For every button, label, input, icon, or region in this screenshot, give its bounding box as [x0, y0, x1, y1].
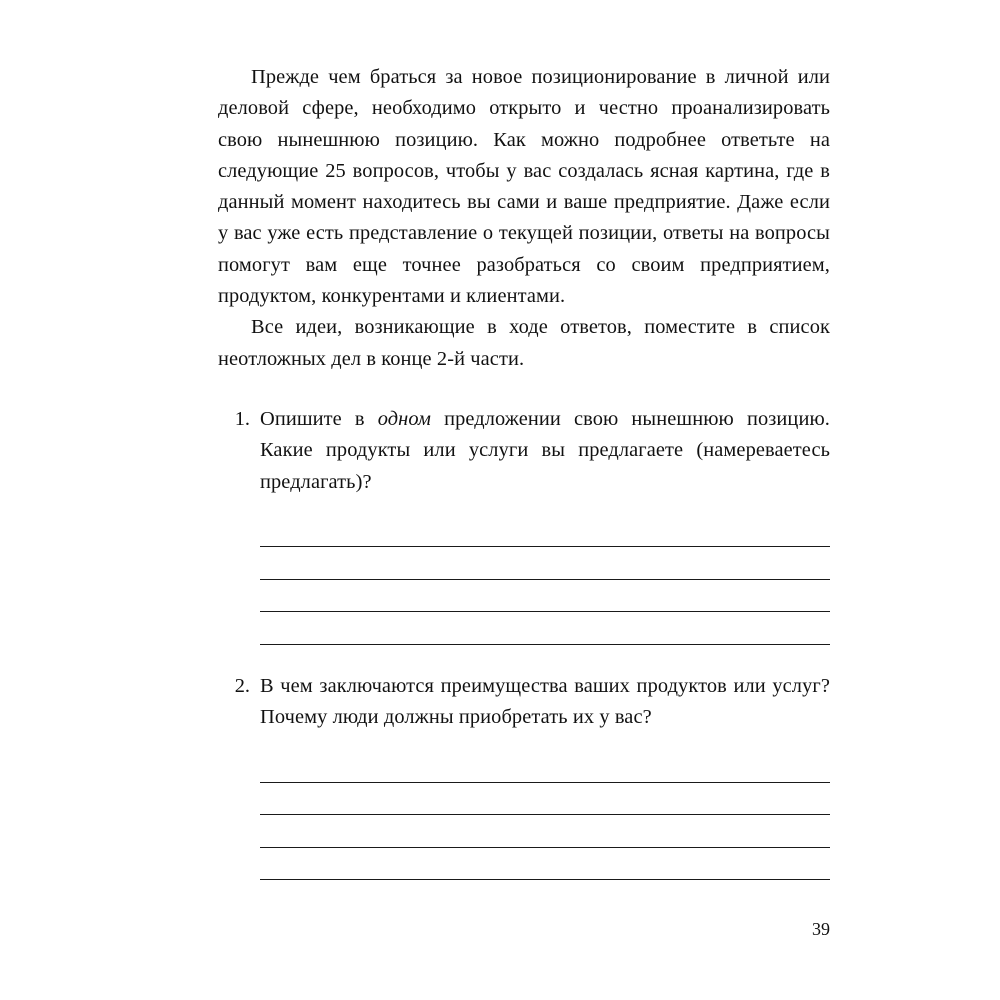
answer-line[interactable] [260, 580, 830, 613]
question-item-2 [218, 671, 830, 734]
answer-line[interactable] [260, 547, 830, 580]
question-1-text-after: предложении свою нынешнюю позицию. Какие продукты или услуги вы предлагаете (намереваетесь предлагать)? [260, 407, 830, 493]
questions-list [218, 404, 830, 880]
question-1-emphasis: одном [377, 407, 431, 430]
intro-paragraph-1: Прежде чем браться за новое позиционирование в личной или деловой сфере, необходимо открыто и честно проанализировать свою нынешнюю позицию. Как можно подробнее ответьте на следующие 25 вопросов, чтобы у вас создалась ясная картина, где в данный момент находитесь вы сами и ваше предприятие. Даже если у вас уже есть представление о текущей позиции, ответы на вопросы помогут вам еще точнее разобраться со своим предприятием, продуктом, конкурентами и клиентами. [218, 66, 830, 308]
answer-line[interactable] [260, 515, 830, 548]
question-text-1 [260, 404, 830, 498]
question-item-1 [218, 404, 830, 498]
intro-text-block [218, 62, 830, 375]
intro-paragraph-2: Все идеи, возникающие в ходе ответов, поместите в список неотложных дел в конце 2-й части. [218, 316, 830, 370]
answer-line[interactable] [260, 848, 830, 881]
question-2-text-before: В чем заключаются преимущества ваших продуктов или услуг? Почему люди должны приобретать их у вас? [260, 674, 830, 729]
question-number-1: 1. [234, 407, 250, 430]
answer-lines-2[interactable] [260, 750, 830, 880]
answer-lines-1[interactable] [260, 515, 830, 645]
question-number-2: 2. [234, 674, 250, 697]
answer-line[interactable] [260, 612, 830, 645]
spacer [218, 645, 830, 671]
page-number: 39 [812, 919, 830, 939]
answer-line[interactable] [260, 783, 830, 816]
question-text-2 [260, 671, 830, 734]
answer-line[interactable] [260, 750, 830, 783]
question-1-text-before: Опишите в [260, 407, 378, 430]
answer-line[interactable] [260, 815, 830, 848]
